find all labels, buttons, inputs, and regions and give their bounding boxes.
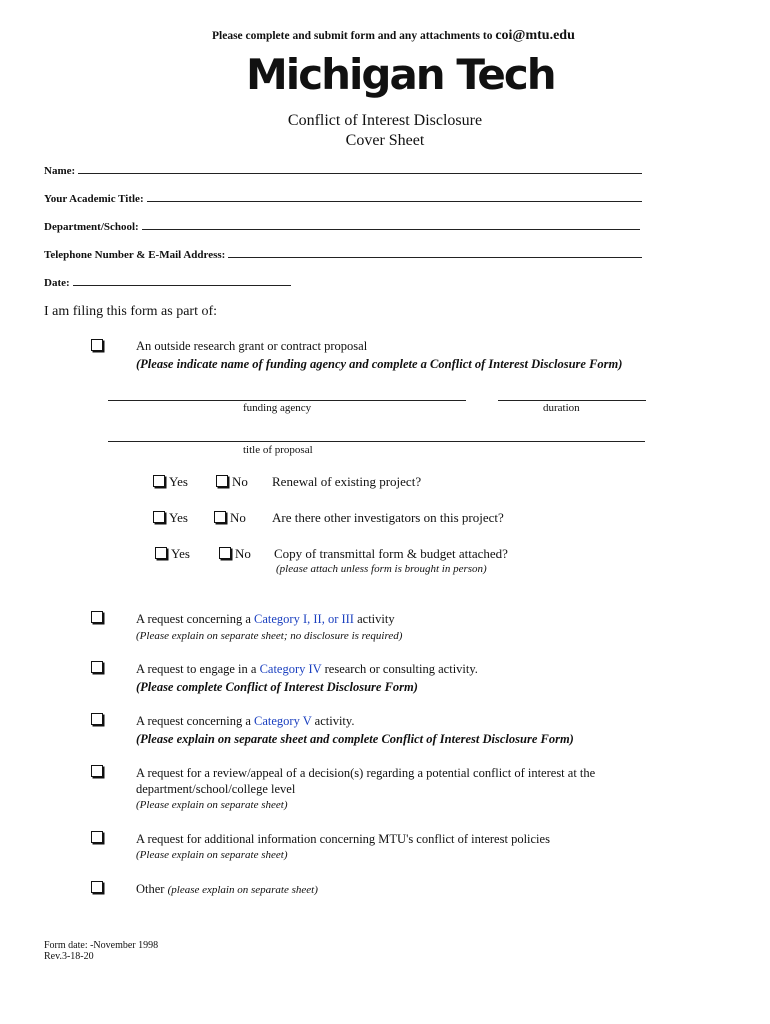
funding-agency-line[interactable] [108,400,466,401]
option-grant-checkbox[interactable] [91,339,103,351]
renewal-yes-checkbox[interactable] [153,475,165,487]
transmittal-note: (please attach unless form is brought in person) [276,563,487,575]
name-line[interactable] [78,172,642,174]
investigators-question: Are there other investigators on this project? [272,510,504,525]
category-5-link[interactable]: Category V [254,714,312,728]
option-review-appeal-note: (Please explain on separate sheet) [136,799,288,811]
option-category-4-checkbox[interactable] [91,661,103,673]
funding-agency-label: funding agency [243,402,312,414]
option-category-5-text [136,714,354,729]
submit-email[interactable]: coi@mtu.edu [495,28,575,43]
renewal-no-checkbox[interactable] [216,475,228,487]
option-category-5-post: activity. [314,714,355,728]
transmittal-no[interactable] [219,546,251,562]
option-review-appeal-checkbox[interactable] [91,765,103,777]
option-grant-text: An outside research grant or contract proposal [136,339,368,353]
category-4-link[interactable]: Category IV [259,662,322,676]
option-other-checkbox[interactable] [91,881,103,893]
academic-title-line[interactable] [147,200,642,202]
option-review-appeal-line-1: A request for a review/appeal of a decision(s) regarding a potential conflict of interest at the [136,766,596,780]
date-field[interactable] [44,277,291,289]
option-category-4-pre: A request to engage in a [136,662,257,676]
renewal-no-label: No [232,474,248,489]
form-date: Form date: -November 1998 [44,940,159,951]
submit-instruction-text: Please complete and submit form and any attachments to [212,30,493,42]
transmittal-question: Copy of transmittal form & budget attached? [274,546,508,561]
investigators-no[interactable] [214,510,246,526]
submit-instruction [212,28,575,44]
name-label: Name: [44,165,76,177]
title-line-1: Conflict of Interest Disclosure [287,112,483,129]
investigators-yes-label: Yes [169,510,188,525]
title-line-2: Cover Sheet [345,132,425,149]
duration-label: duration [543,402,580,414]
option-category-1-3-post: activity [357,612,395,626]
date-line[interactable] [73,284,291,286]
option-more-info-note: (Please explain on separate sheet) [136,849,288,861]
investigators-yes-checkbox[interactable] [153,511,165,523]
option-review-appeal-line-2: department/school/college level [136,782,296,796]
option-other-note: (please explain on separate sheet) [167,884,318,896]
transmittal-no-label: No [235,546,251,561]
option-category-4-post: research or consulting activity. [324,662,478,676]
renewal-yes-label: Yes [169,474,188,489]
transmittal-yes-label: Yes [171,546,190,561]
name-field[interactable] [44,165,642,177]
option-category-1-3-pre: A request concerning a [136,612,251,626]
investigators-no-label: No [230,510,246,525]
option-more-info-text: A request for additional information concerning MTU's conflict of interest policies [136,832,550,846]
renewal-question: Renewal of existing project? [272,474,422,489]
option-category-5-checkbox[interactable] [91,713,103,725]
option-other-text [136,882,318,897]
academic-title-field[interactable] [44,193,642,205]
telephone-email-label: Telephone Number & E-Mail Address: [44,249,226,261]
option-more-info-checkbox[interactable] [91,831,103,843]
proposal-title-line[interactable] [108,441,645,442]
filing-intro: I am filing this form as part of: [44,304,218,319]
duration-line[interactable] [498,400,646,401]
renewal-yes[interactable] [153,474,188,490]
department-field[interactable] [44,221,640,233]
option-category-5-pre: A request concerning a [136,714,251,728]
option-category-1-3-note: (Please explain on separate sheet; no disclosure is required) [136,630,403,642]
renewal-no[interactable] [216,474,248,490]
department-line[interactable] [142,228,640,230]
proposal-title-label: title of proposal [243,444,313,456]
page-title [0,112,770,150]
transmittal-yes[interactable] [155,546,190,562]
option-category-4-note: (Please complete Conflict of Interest Disclosure Form) [136,680,418,694]
telephone-email-line[interactable] [228,256,642,258]
category-1-3-link[interactable]: Category I, II, or III [254,612,354,626]
option-category-1-3-text [136,612,395,627]
investigators-no-checkbox[interactable] [214,511,226,523]
option-category-1-3-checkbox[interactable] [91,611,103,623]
option-category-5-note: (Please explain on separate sheet and complete Conflict of Interest Disclosure Form) [136,732,574,746]
form-revision: Rev.3-18-20 [44,951,94,962]
department-label: Department/School: [44,221,139,233]
option-grant-note: (Please indicate name of funding agency and complete a Conflict of Interest Disclosure Form) [136,357,623,371]
michigan-tech-logo: Michigan Tech [246,50,555,99]
transmittal-no-checkbox[interactable] [219,547,231,559]
option-category-4-text [136,662,478,677]
date-label: Date: [44,277,70,289]
academic-title-label: Your Academic Title: [44,193,144,205]
telephone-email-field[interactable] [44,249,642,261]
investigators-yes[interactable] [153,510,188,526]
option-other-label: Other [136,882,165,896]
transmittal-yes-checkbox[interactable] [155,547,167,559]
